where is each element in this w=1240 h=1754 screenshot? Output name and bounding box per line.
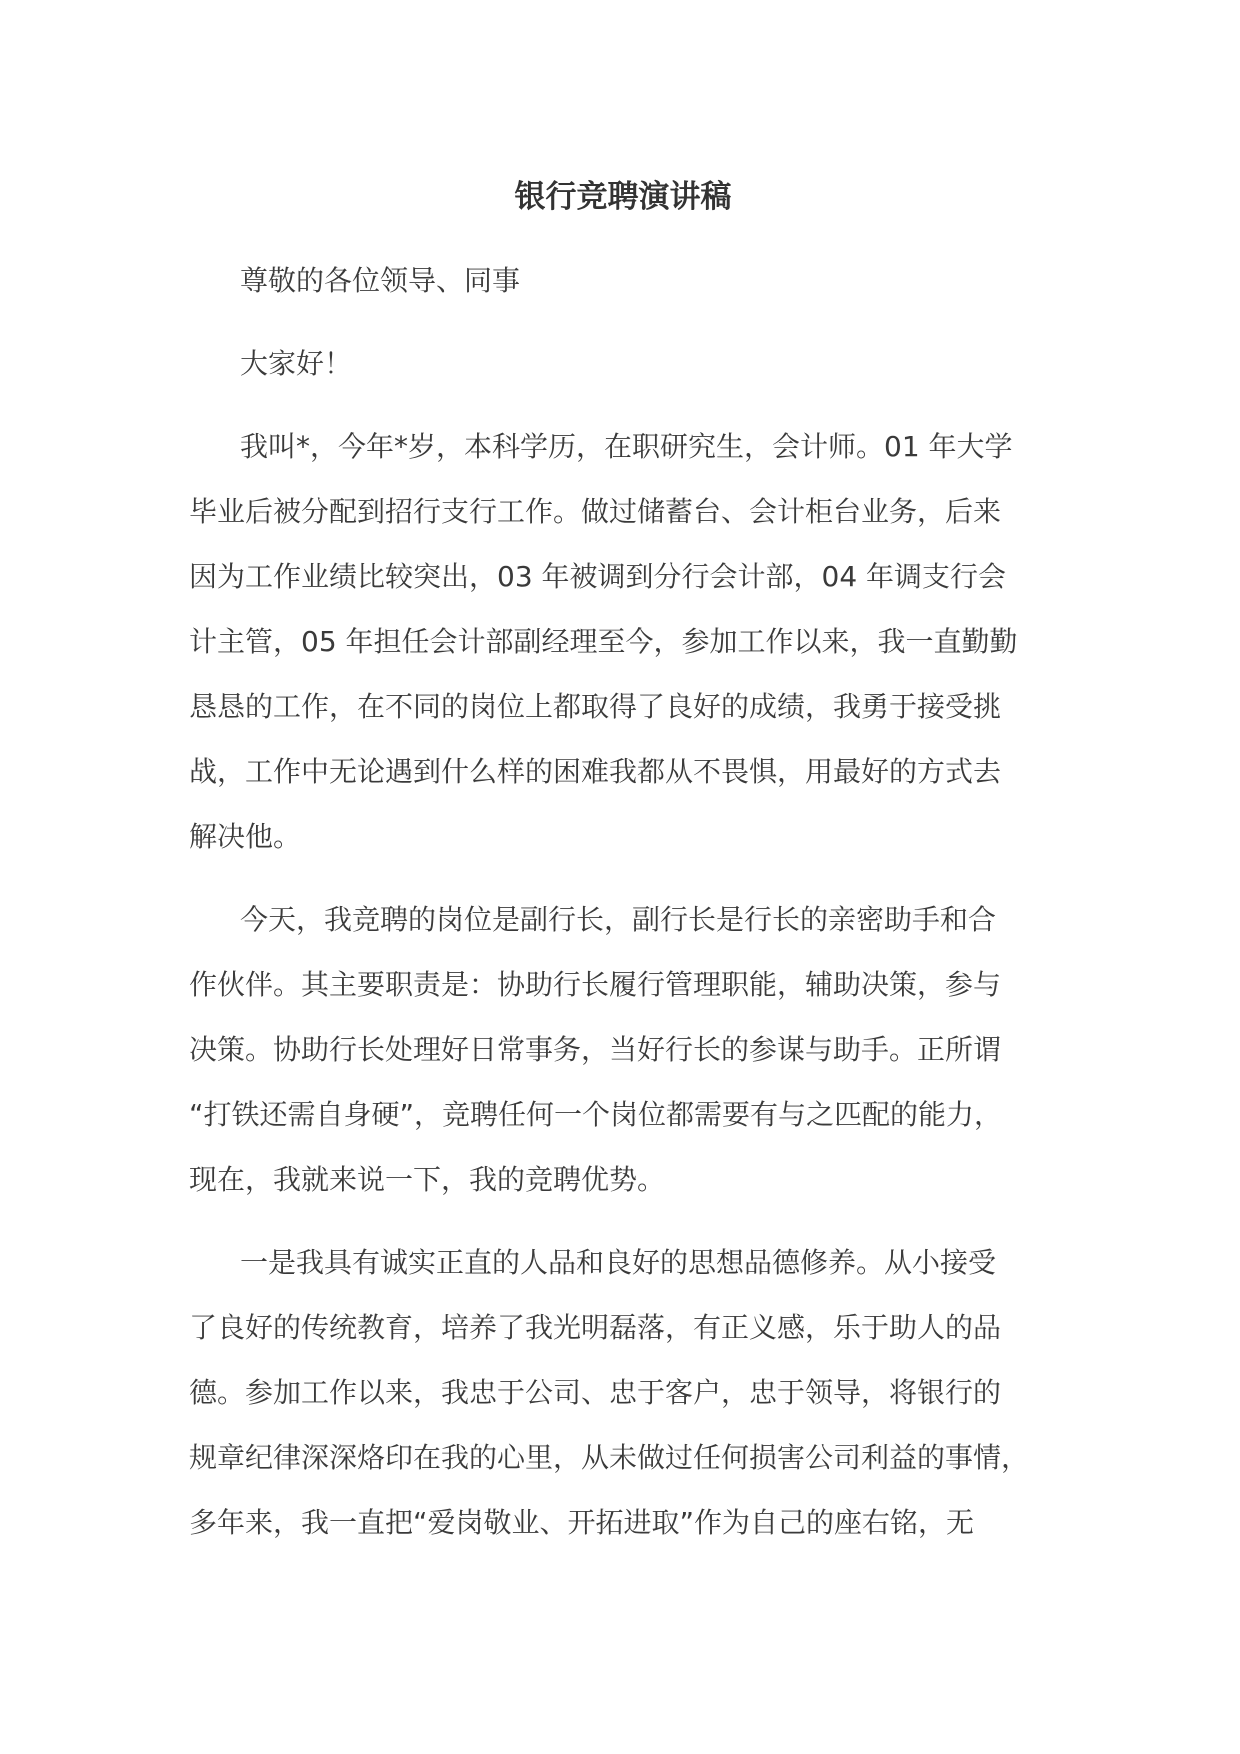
paragraph-line: 战，工作中无论遇到什么样的困难我都从不畏惧，用最好的方式去 bbox=[189, 755, 1002, 788]
paragraph-line: 尊敬的各位领导、同事 bbox=[240, 264, 521, 297]
paragraph-introduction bbox=[189, 414, 1189, 869]
paragraph-line: 因为工作业绩比较突出，03 年被调到分行会计部，04 年调支行会 bbox=[189, 560, 1007, 593]
paragraph-line: 计主管，05 年担任会计部副经理至今，参加工作以来，我一直勤勤 bbox=[189, 625, 1018, 658]
paragraph-line: 恳恳的工作，在不同的岗位上都取得了良好的成绩，我勇于接受挑 bbox=[189, 690, 1002, 723]
paragraph-line: 大家好！ bbox=[240, 347, 353, 380]
paragraph-line: 今天，我竞聘的岗位是副行长，副行长是行长的亲密助手和合 bbox=[240, 903, 997, 936]
paragraph-line: “打铁还需自身硬”，竞聘任何一个岗位都需要有与之匹配的能力， bbox=[189, 1098, 1003, 1131]
paragraph-advantage-one bbox=[189, 1230, 1189, 1555]
document-title: 银行竞聘演讲稿 bbox=[514, 179, 732, 215]
paragraph-line: 规章纪律深深烙印在我的心里，从未做过任何损害公司利益的事情， bbox=[189, 1441, 1030, 1474]
paragraph-line: 解决他。 bbox=[189, 820, 302, 853]
paragraph-line: 了良好的传统教育，培养了我光明磊落，有正义感，乐于助人的品 bbox=[189, 1311, 1002, 1344]
paragraph-line: 一是我具有诚实正直的人品和良好的思想品德修养。从小接受 bbox=[240, 1246, 997, 1279]
paragraph-line: 现在，我就来说一下，我的竞聘优势。 bbox=[189, 1163, 666, 1196]
paragraph-salutation bbox=[189, 248, 1189, 313]
paragraph-greeting bbox=[189, 331, 1189, 396]
paragraph-line: 决策。协助行长处理好日常事务，当好行长的参谋与助手。正所谓 bbox=[189, 1033, 1002, 1066]
paragraph-line: 作伙伴。其主要职责是：协助行长履行管理职能，辅助决策，参与 bbox=[189, 968, 1002, 1001]
paragraph-line: 德。参加工作以来，我忠于公司、忠于客户，忠于领导，将银行的 bbox=[189, 1376, 1002, 1409]
paragraph-position bbox=[189, 887, 1189, 1212]
paragraph-line: 毕业后被分配到招行支行工作。做过储蓄台、会计柜台业务，后来 bbox=[189, 495, 1002, 528]
paragraph-line: 我叫*，今年*岁，本科学历，在职研究生，会计师。01 年大学 bbox=[240, 430, 1013, 463]
paragraph-line: 多年来，我一直把“爱岗敬业、开拓进取”作为自己的座右铭，无 bbox=[189, 1506, 975, 1539]
document-body bbox=[189, 165, 1189, 1555]
